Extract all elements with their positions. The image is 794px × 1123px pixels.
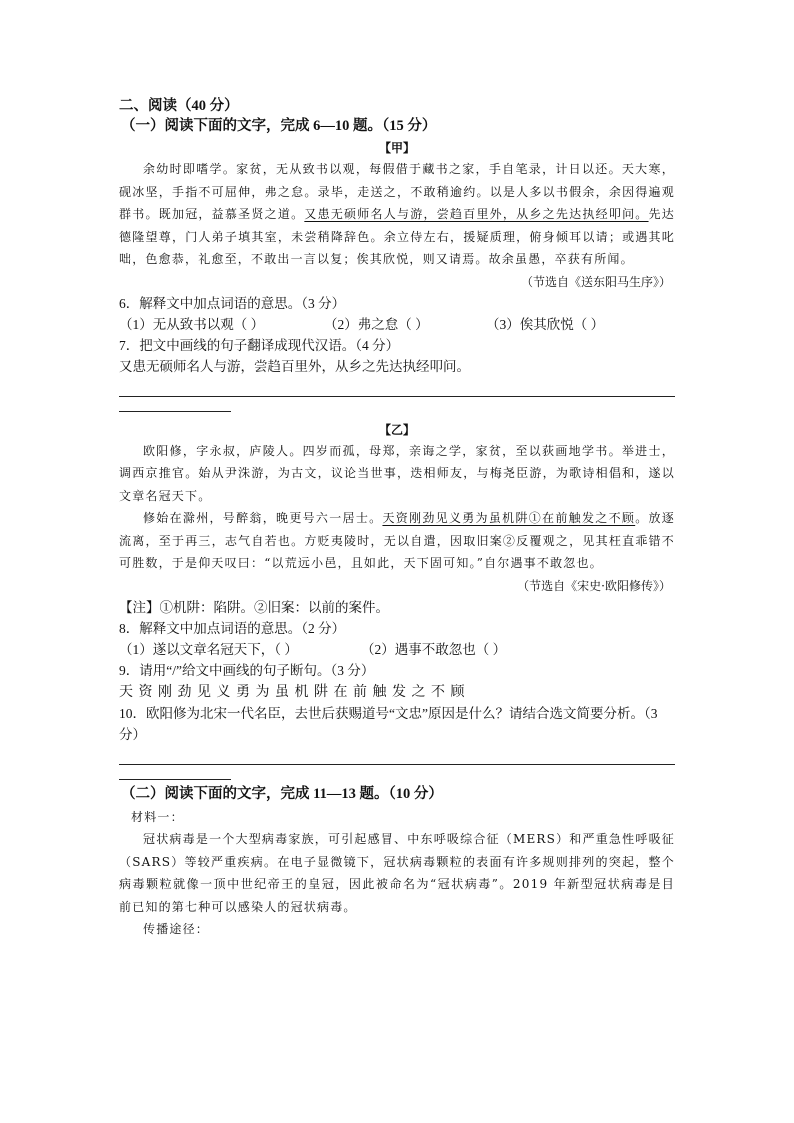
passage-yi-tag: 【乙】 [378,422,415,437]
exam-page [119,96,675,941]
section-title: 二、阅读（40 分） [119,98,239,114]
passage-yi-underlined: 天资刚劲见义勇为虽机阱①在前触发之不顾 [382,511,636,525]
passage-yi-p2 [119,507,675,575]
q6-option-1: （1）无从致书以观（ ） [119,316,265,332]
q9-sentence: 天资刚劲见义勇为虽机阱在前触发之不顾 [119,683,470,700]
q7-sentence: 又患无硕师名人与游，尝趋百里外，从乡之先达执经叩问。 [119,358,470,374]
passage-yi-text-b: 。放逐流离，至于再三，志气自若也。方贬夷陵时，无以自遣，因取旧案②反覆观之，见其枉直乖错不可胜数，于是仰天叹曰：“以荒远小邑，且如此，天下固可知。”自尔遇事不敢忽也。 [119,511,675,570]
q6-options [119,314,675,335]
passage-yi-p1: 欧阳修，字永叔，庐陵人。四岁而孤，母郑，亲诲之学，家贫，至以荻画地学书。举进士，调西京推官。始从尹洙游，为古文，议论当世事，迭相师友，与梅尧臣游，为歌诗相倡和，遂以文章名冠天下。 [119,443,675,503]
passage-jia-text-b: 先达德隆望尊，门人弟子填其室，未尝稍降辞色。余立侍左右，援疑质理，俯身倾耳以请；或遇其叱咄，色愈恭，礼愈至，不敢出一言以复；俟其欣悦，则又请焉。故余虽愚，卒获有所闻。 [119,207,675,266]
q6-option-2: （2）弗之怠（ ） [324,316,429,332]
q10-answer-line[interactable] [119,745,675,765]
part1-title: （一）阅读下面的文字，完成 6—10 题。（15 分） [121,118,437,134]
passage-jia-source: （节选自《送东阳马生序》） [520,274,671,289]
passage-jia-text-a: 余幼时即嗜学。家贫，无从致书以观，每假借于藏书之家，手自笔录，计日以还。天大寒，砚冰坚，手指不可屈伸，弗之怠。录毕，走送之，不敢稍逾约。以是人多以书假余，余因得遍观群书。既加冠，益慕圣贤之道。 [119,162,675,221]
passage-yi-text-a: 修始在滁州，号醉翁，晚更号六一居士。 [143,511,383,525]
q9-stem: 9．请用“/”给文中画线的句子断句。（3 分） [119,662,375,678]
material1-p2: 传播途径： [143,922,210,936]
q8-options [119,639,675,660]
material1-p1: 冠状病毒是一个大型病毒家族，可引起感冒、中东呼吸综合征（MERS）和严重急性呼吸征（SARS）等较严重疾病。在电子显微镜下，冠状病毒颗粒的表面有许多规则排列的突起，整个病毒颗粒就像一顶中世纪帝王的皇冠，因此被命名为“冠状病毒”。2019 年新型冠状病毒是目前已知的第七种可以感染人的冠状病毒。 [119,832,675,914]
q10-answer-line-short[interactable] [119,765,231,780]
q10-stem: 10．欧阳修为北宋一代名臣，去世后获赐道号“文忠”原因是什么？请结合选文简要分析。（3 分） [119,705,658,742]
q6-stem: 6．解释文中加点词语的意思。（3 分） [119,295,346,311]
passage-jia-tag: 【甲】 [378,141,415,155]
passage-jia [119,158,675,271]
q8-option-1: （1）遂以文章名冠天下，（ ） [119,641,298,657]
passage-yi-source: （节选自《宋史·欧阳修传》） [517,578,671,593]
q7-stem: 7．把文中画线的句子翻译成现代汉语。（4 分） [119,337,400,353]
annotation-note: 【注】①机阱：陷阱。②旧案：以前的案件。 [119,599,389,615]
q6-option-3: （3）俟其欣悦（ ） [486,316,605,332]
part2-title: （二）阅读下面的文字，完成 11—13 题。（10 分） [121,785,443,802]
passage-jia-underlined: 又患无硕师名人与游，尝趋百里外，从乡之先达执经叩问。 [304,207,649,221]
q8-option-2: （2）遇事不敢忽也（ ） [361,641,507,657]
q7-answer-line[interactable] [119,377,675,397]
q7-answer-line-short[interactable] [119,397,231,412]
q8-stem: 8．解释文中加点词语的意思。（2 分） [119,620,346,636]
material1-label: 材料一： [131,809,184,824]
